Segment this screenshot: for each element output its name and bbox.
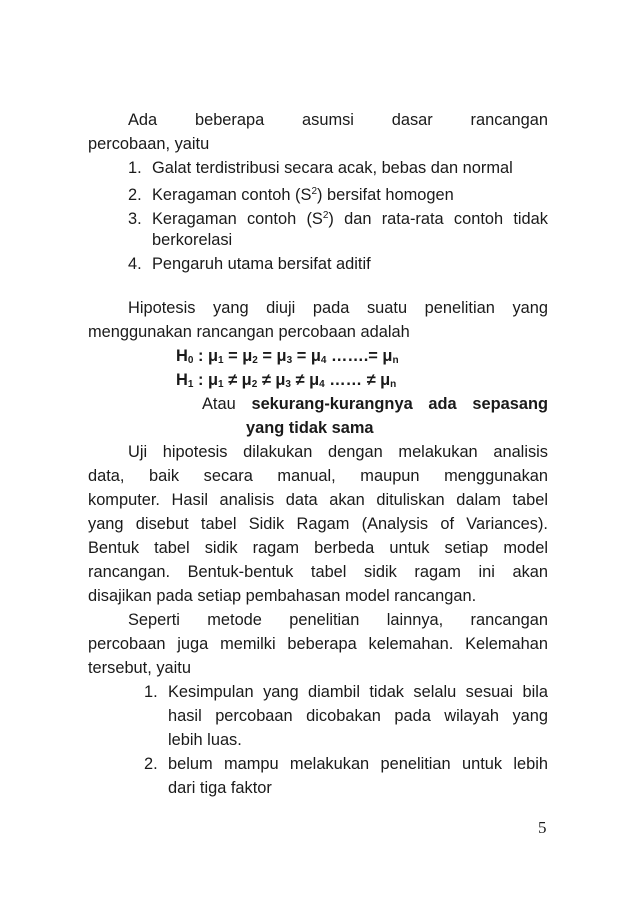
h1-part-6: 4 — [319, 379, 325, 390]
h0-part-7: …….= μ — [326, 347, 393, 365]
atau-bold-text: sekurang-kurangnya ada sepasang — [251, 395, 548, 413]
para1-line2: percobaan, yaitu — [88, 135, 210, 153]
h1-body: : μ — [193, 371, 219, 389]
list1-item1 — [128, 156, 513, 180]
para3-line3: komputer. Hasil analisis data akan dituliskan dalam tabel — [88, 491, 548, 509]
h1-label: H — [176, 371, 188, 389]
h0-part-4: 3 — [286, 355, 293, 366]
list2-item2-line2: dari tiga faktor — [168, 779, 272, 797]
para1-line1: Ada beberapa asumsi dasar rancangan — [128, 111, 548, 129]
list1-item4-text: Pengaruh utama bersifat aditif — [152, 255, 371, 273]
list1-item2 — [128, 180, 454, 204]
list2-item1-line1: Kesimpulan yang diambil tidak selalu sesuai bila — [168, 683, 548, 701]
h1-part-1: ≠ μ — [223, 371, 252, 389]
h1-part-0: 1 — [218, 379, 224, 390]
para3-line2: data, baik secara manual, maupun menggunakan — [88, 467, 548, 485]
list1-item1-num: 1. — [128, 159, 142, 177]
h0-body: : μ — [193, 347, 219, 365]
list1-item3 — [128, 204, 548, 228]
hypothesis-h1 — [176, 368, 396, 392]
para2-line2: menggunakan rancangan percobaan adalah — [88, 323, 410, 341]
list1-item3-sup: 2 — [322, 210, 329, 221]
list2-item2-line1: belum mampu melakukan penelitian untuk lebih — [168, 755, 548, 773]
para4-line2: percobaan juga memilki beberapa kelemahan. Kelemahan — [88, 635, 548, 653]
h0-part-0: 1 — [218, 355, 224, 366]
h1-part-7: …… ≠ μ — [324, 371, 391, 389]
list1-item3-num: 3. — [128, 210, 142, 228]
list1-item3-text-before: Keragaman contoh (S — [152, 210, 323, 228]
list2-item1 — [144, 680, 548, 704]
list1-item2-sup: 2 — [311, 186, 318, 197]
h1-part-5: ≠ μ — [290, 371, 320, 389]
para4-line1: Seperti metode penelitian lainnya, rancangan — [128, 611, 548, 629]
h0-part-2: 2 — [252, 355, 258, 366]
h0-part-8: n — [392, 355, 399, 366]
list1-item2-num: 2. — [128, 186, 142, 204]
list1-item2-text-after: ) bersifat homogen — [317, 186, 454, 204]
hypothesis-atau-line — [202, 392, 548, 416]
h0-part-1: = μ — [223, 347, 253, 365]
h0-label: H — [176, 347, 188, 365]
h1-sub: 1 — [187, 379, 194, 390]
h1-part-4: 3 — [285, 379, 291, 390]
h0-part-5: = μ — [292, 347, 321, 365]
list2-item2 — [144, 752, 548, 776]
list1-item3-continuation: berkorelasi — [152, 231, 233, 249]
para2-line1: Hipotesis yang diuji pada suatu penelitian yang — [128, 299, 548, 317]
list2-item1-num: 1. — [144, 683, 158, 701]
page-number: 5 — [538, 818, 547, 837]
list1-item3-text-after: ) dan rata-rata contoh tidak — [328, 210, 548, 228]
list1-item2-text-before: Keragaman contoh (S — [152, 186, 312, 204]
atau-word: Atau — [202, 395, 236, 413]
para4-line3: tersebut, yaitu — [88, 659, 191, 677]
list1-item1-text: Galat terdistribusi secara acak, bebas dan normal — [152, 159, 513, 177]
h0-part-3: = μ — [257, 347, 287, 365]
hypothesis-h0 — [176, 344, 399, 368]
para3-line5: Bentuk tabel sidik ragam berbeda untuk setiap model — [88, 539, 548, 557]
list2-item1-line2: hasil percobaan dicobakan pada wilayah yang — [168, 707, 548, 725]
para3-line1: Uji hipotesis dilakukan dengan melakukan analisis — [128, 443, 548, 461]
h1-part-3: ≠ μ — [257, 371, 286, 389]
list2-item2-num: 2. — [144, 755, 158, 773]
h1-part-2: 2 — [251, 379, 258, 390]
atau-bold-line2: yang tidak sama — [246, 419, 374, 437]
list1-item4-num: 4. — [128, 255, 142, 273]
para3-line4: yang disebut tabel Sidik Ragam (Analysis of Variances). — [88, 515, 548, 533]
para3-line7: disajikan pada setiap pembahasan model rancangan. — [88, 587, 477, 605]
para3-line6: rancangan. Bentuk-bentuk tabel sidik ragam ini akan — [88, 563, 548, 581]
h0-sub: 0 — [187, 355, 194, 366]
h0-part-6: 4 — [320, 355, 327, 366]
list2-item1-line3: lebih luas. — [168, 731, 242, 749]
h1-part-8: n — [390, 379, 397, 390]
list1-item4 — [128, 252, 371, 276]
